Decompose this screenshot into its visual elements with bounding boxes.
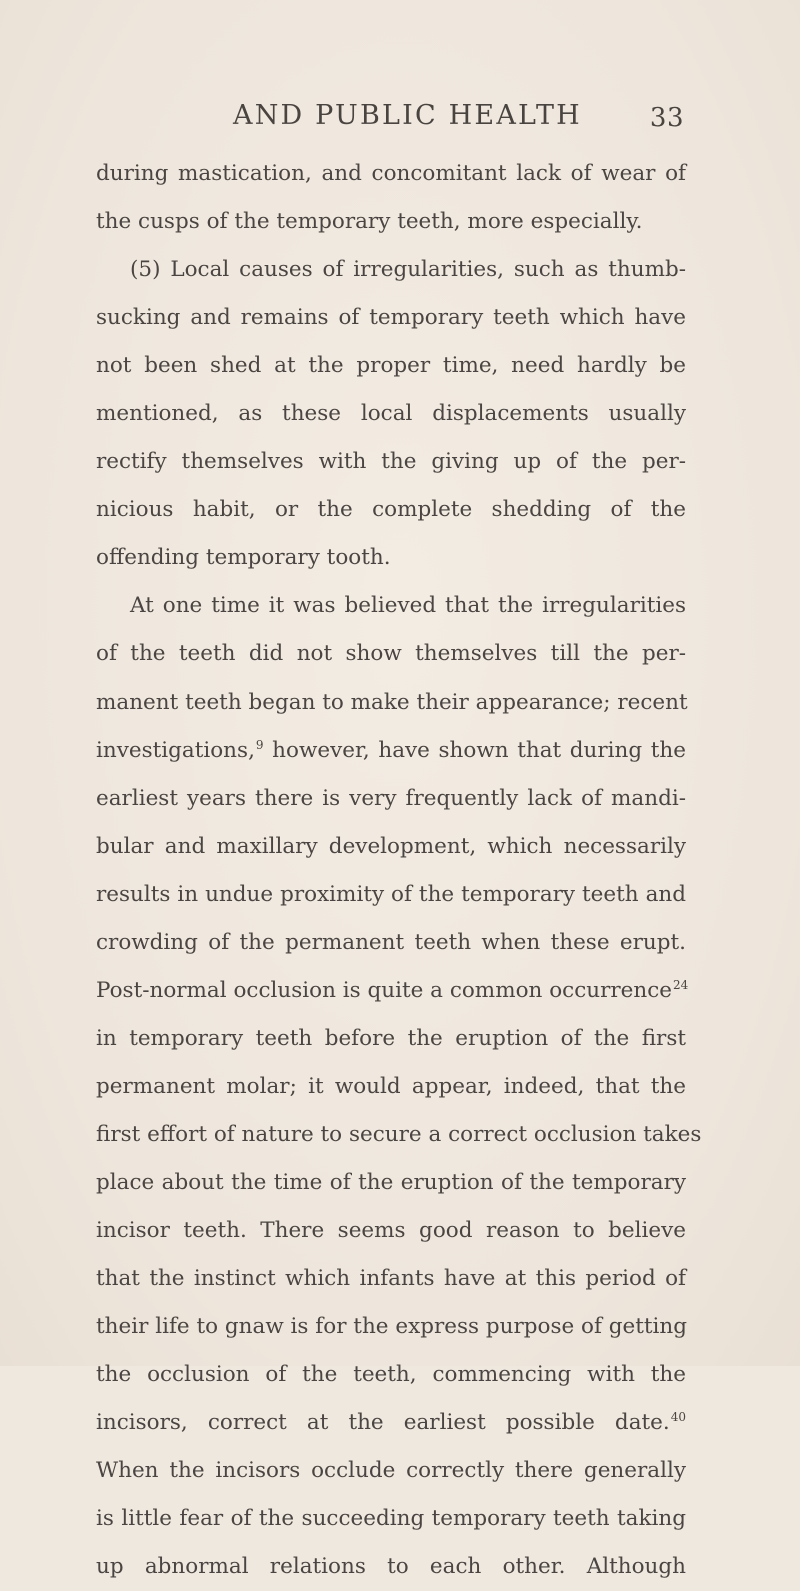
line-text: nicious habit, or the complete shedding of the bbox=[96, 497, 686, 523]
text-line bbox=[96, 150, 686, 198]
line-text: (5) Local causes of irregularities, such as thumb- bbox=[130, 257, 686, 283]
text-line bbox=[96, 1015, 686, 1063]
line-text: that the instinct which infants have at this period of bbox=[96, 1266, 686, 1292]
line-text: crowding of the permanent teeth when these erupt. bbox=[96, 929, 686, 955]
line-text: sucking and remains of temporary teeth which have bbox=[96, 305, 686, 331]
line-text: offending temporary tooth. bbox=[96, 545, 391, 571]
text-line bbox=[96, 1399, 686, 1447]
text-line bbox=[96, 1351, 686, 1399]
line-text: the occlusion of the teeth, commencing with the bbox=[96, 1362, 686, 1388]
line-text: during mastication, and concomitant lack of wear of bbox=[96, 161, 686, 186]
line-text: incisor teeth. There seems good reason to believe bbox=[96, 1218, 686, 1244]
text-line bbox=[96, 630, 686, 678]
text-line bbox=[96, 1111, 702, 1159]
line-text: bular and maxillary development, which necessarily bbox=[96, 833, 686, 859]
line-text: When the incisors occlude correctly there generally bbox=[96, 1458, 686, 1484]
line-text: their life to gnaw is for the express purpose of getting bbox=[96, 1314, 688, 1340]
line-text: Post-normal occlusion is quite a common occurrence bbox=[96, 977, 672, 1003]
text-line bbox=[96, 727, 686, 775]
text-line bbox=[96, 919, 686, 967]
footnote-reference: 24 bbox=[672, 977, 689, 992]
line-text: manent teeth began to make their appearance; recent bbox=[96, 689, 688, 715]
line-text: permanent molar; it would appear, indeed, that the bbox=[96, 1073, 686, 1099]
line-text: rectify themselves with the giving up of the per- bbox=[96, 449, 686, 475]
text-line bbox=[96, 1543, 686, 1591]
line-text: not been shed at the proper time, need hardly be bbox=[96, 353, 686, 379]
text-line bbox=[96, 775, 686, 823]
text-line bbox=[96, 1207, 686, 1255]
line-text: investigations, bbox=[96, 737, 255, 763]
text-line bbox=[96, 967, 689, 1015]
text-line bbox=[96, 294, 686, 342]
line-text: the cusps of the temporary teeth, more especially. bbox=[96, 209, 643, 235]
line-text: up abnormal relations to each other. Although bbox=[96, 1554, 686, 1580]
text-line bbox=[96, 486, 686, 534]
text-line bbox=[96, 1303, 686, 1351]
text-line bbox=[96, 342, 686, 390]
line-text: place about the time of the eruption of the temporary bbox=[96, 1169, 686, 1195]
text-line bbox=[96, 1495, 686, 1543]
line-text: mentioned, as these local displacements usually bbox=[96, 401, 686, 427]
footnote-reference: 40 bbox=[670, 1410, 686, 1425]
page-header bbox=[233, 100, 684, 140]
text-line bbox=[96, 582, 686, 630]
line-text: first effort of nature to secure a correct occlusion takes bbox=[96, 1121, 702, 1147]
text-line bbox=[96, 198, 686, 246]
line-text: incisors, correct at the earliest possible date. bbox=[96, 1410, 670, 1436]
line-text: of the teeth did not show themselves till the per- bbox=[96, 641, 686, 667]
text-line bbox=[96, 679, 686, 727]
text-line bbox=[96, 1255, 686, 1303]
running-title: AND PUBLIC HEALTH bbox=[233, 100, 582, 131]
line-text: earliest years there is very frequently lack of mandi- bbox=[96, 785, 686, 811]
text-line bbox=[96, 246, 686, 294]
line-text: in temporary teeth before the eruption of the first bbox=[96, 1025, 686, 1051]
line-text: results in undue proximity of the temporary teeth and bbox=[96, 881, 686, 907]
line-text-continued: however, have shown that during the bbox=[263, 737, 686, 763]
text-line bbox=[96, 871, 686, 919]
line-text: is little fear of the succeeding temporary teeth taking bbox=[96, 1506, 686, 1532]
text-line bbox=[96, 390, 686, 438]
line-text: At one time it was believed that the irregularities bbox=[130, 593, 686, 619]
footnote-reference: 9 bbox=[255, 737, 264, 752]
text-line bbox=[96, 438, 686, 486]
page-number: 33 bbox=[649, 103, 684, 133]
text-line bbox=[96, 534, 686, 582]
text-line bbox=[96, 1159, 686, 1207]
body-text bbox=[96, 150, 702, 1591]
text-line bbox=[96, 823, 686, 871]
text-line bbox=[96, 1447, 686, 1495]
text-line bbox=[96, 1063, 686, 1111]
